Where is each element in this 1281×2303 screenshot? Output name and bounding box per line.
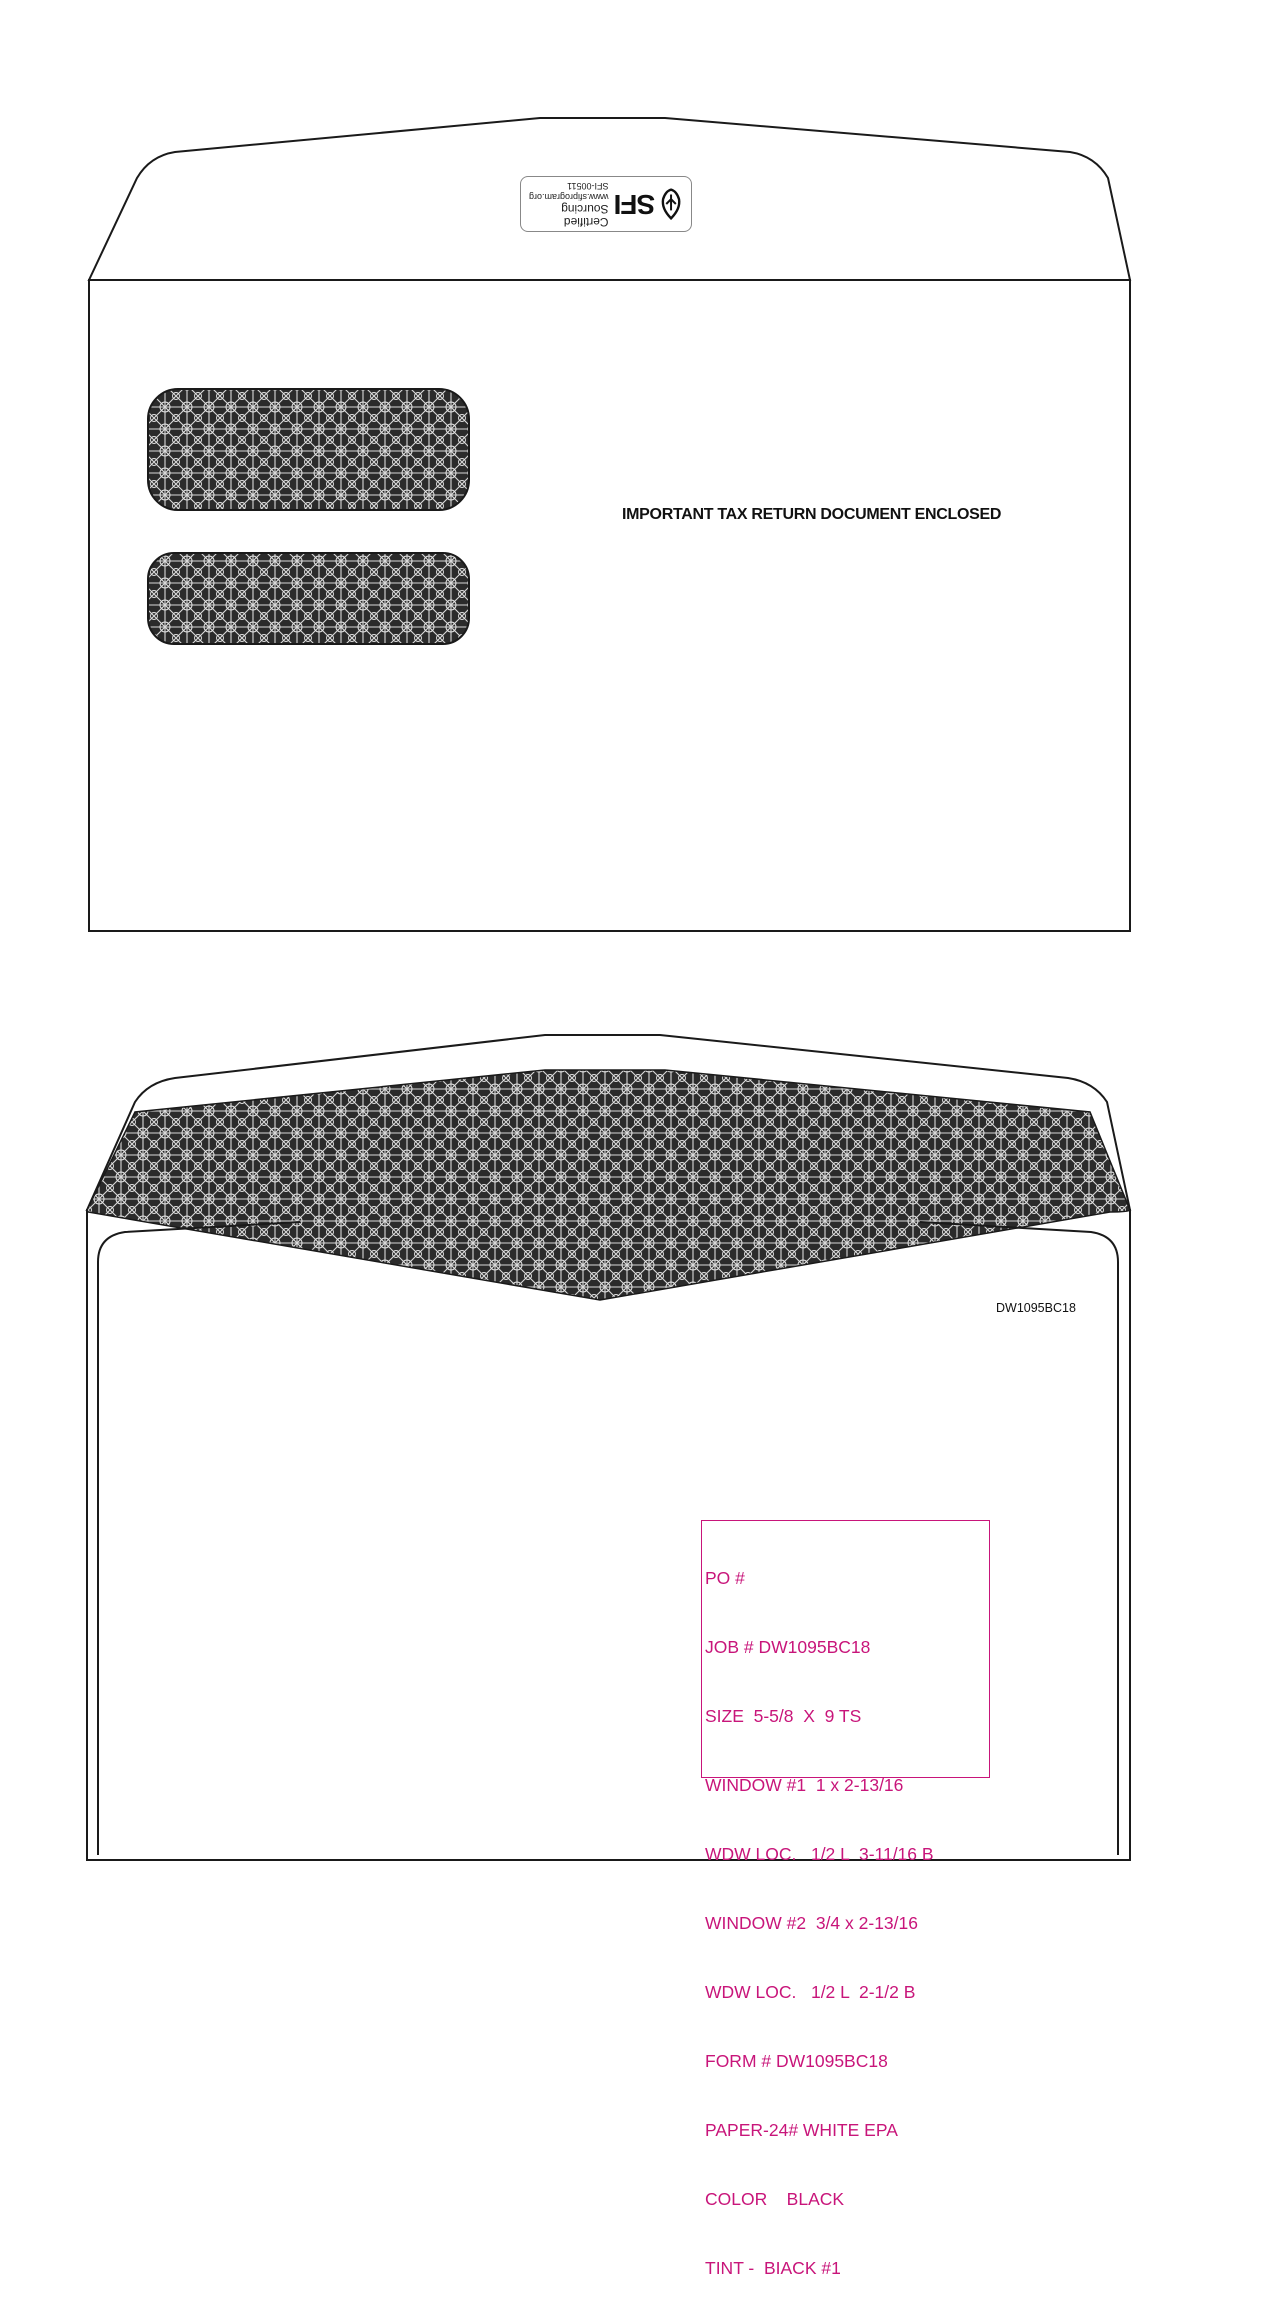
sfi-certified-sourcing: Certified Sourcing	[561, 202, 609, 229]
back-form-code: DW1095BC18	[996, 1301, 1076, 1315]
spec-size: SIZE 5-5/8 X 9 TS	[705, 1706, 862, 1726]
front-envelope	[89, 118, 1130, 931]
sfi-website: www.sfiprogram.org	[529, 192, 609, 202]
sfi-certified-sourcing-label	[520, 176, 692, 232]
spec-window-2: WINDOW #2 3/4 x 2-13/16	[705, 1913, 918, 1933]
spec-po: PO #	[705, 1568, 745, 1588]
sfi-leaf-icon	[659, 184, 683, 224]
spec-window-1-location: WDW LOC. 1/2 L 3-11/16 B	[705, 1844, 934, 1864]
window-1	[148, 389, 469, 510]
tax-document-message: IMPORTANT TAX RETURN DOCUMENT ENCLOSED	[622, 506, 1002, 523]
print-specifications-box	[701, 1520, 990, 2278]
spec-paper: PAPER-24# WHITE EPA	[705, 2120, 898, 2140]
spec-color: COLOR BLACK	[705, 2189, 845, 2209]
sfi-logo-text: SFI	[614, 189, 656, 220]
spec-tint: TINT - BIACK #1	[705, 2258, 841, 2278]
spec-window-2-location: WDW LOC. 1/2 L 2-1/2 B	[705, 1982, 916, 2002]
sfi-code: SFI-00511	[567, 181, 609, 191]
spec-form: FORM # DW1095BC18	[705, 2051, 888, 2071]
spec-job: JOB # DW1095BC18	[705, 1637, 871, 1657]
sfi-text-block	[529, 180, 609, 228]
window-2	[148, 553, 469, 644]
spec-window-1: WINDOW #1 1 x 2-13/16	[705, 1775, 904, 1795]
